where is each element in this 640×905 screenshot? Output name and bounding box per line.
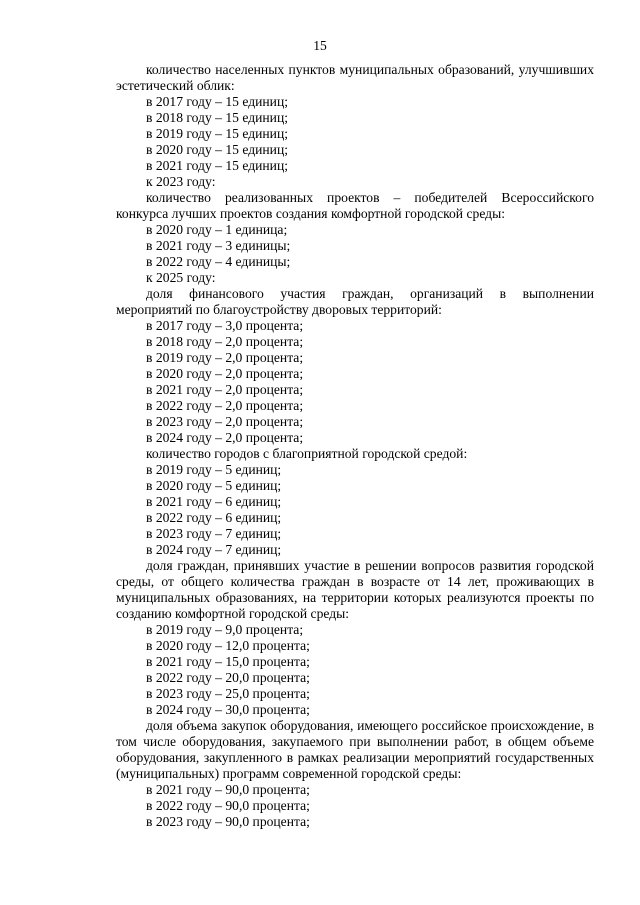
list-item: в 2019 году – 2,0 процента;: [146, 350, 304, 365]
paragraph: количество населенных пунктов муниципальных образований, улучшивших эстетический облик:: [116, 62, 594, 93]
list-item: в 2020 году – 5 единиц;: [146, 478, 282, 493]
list-item: в 2018 году – 2,0 процента;: [146, 334, 304, 349]
list-item: в 2022 году – 4 единицы;: [146, 254, 291, 269]
paragraph: доля финансового участия граждан, организаций в выполнении мероприятий по благоустройству дворовых территорий:: [116, 286, 594, 317]
list-item: в 2021 году – 3 единицы;: [146, 238, 291, 253]
list-item: в 2020 году – 2,0 процента;: [146, 366, 304, 381]
paragraph: доля граждан, принявших участие в решении вопросов развития городской среды, от общего количества граждан в возрасте от 14 лет, проживающих в муниципальных образованиях, на территории которых реализуются проекты по созданию комфортной городской среды:: [116, 558, 594, 621]
list-item: в 2022 году – 6 единиц;: [146, 510, 282, 525]
list-item: в 2019 году – 15 единиц;: [146, 126, 288, 141]
list-item: к 2023 году:: [146, 174, 216, 189]
list-item: в 2019 году – 5 единиц;: [146, 462, 282, 477]
list-item: в 2023 году – 90,0 процента;: [146, 814, 310, 829]
list-item: в 2024 году – 30,0 процента;: [146, 702, 310, 717]
list-item: в 2023 году – 7 единиц;: [146, 526, 282, 541]
list-item: в 2018 году – 15 единиц;: [146, 110, 288, 125]
list-item: количество городов с благоприятной городской средой:: [146, 446, 468, 461]
list-item: в 2021 году – 15 единиц;: [146, 158, 288, 173]
list-item: в 2023 году – 2,0 процента;: [146, 414, 304, 429]
list-item: в 2024 году – 7 единиц;: [146, 542, 282, 557]
list-item: в 2020 году – 15 единиц;: [146, 142, 288, 157]
list-item: в 2021 году – 90,0 процента;: [146, 782, 310, 797]
list-item: в 2022 году – 2,0 процента;: [146, 398, 304, 413]
list-item: в 2017 году – 3,0 процента;: [146, 318, 304, 333]
list-item: в 2022 году – 90,0 процента;: [146, 798, 310, 813]
list-item: в 2020 году – 12,0 процента;: [146, 638, 310, 653]
paragraph: количество реализованных проектов – победителей Всероссийского конкурса лучших проектов создания комфортной городской среды:: [116, 190, 594, 221]
list-item: в 2021 году – 2,0 процента;: [146, 382, 304, 397]
list-item: в 2017 году – 15 единиц;: [146, 94, 288, 109]
list-item: в 2019 году – 9,0 процента;: [146, 622, 304, 637]
list-item: в 2024 году – 2,0 процента;: [146, 430, 304, 445]
list-item: в 2020 году – 1 единица;: [146, 222, 288, 237]
list-item: в 2021 году – 6 единиц;: [146, 494, 282, 509]
paragraph: доля объема закупок оборудования, имеющего российское происхождение, в том числе оборудования, закупаемого при выполнении работ, в общем объеме оборудования, закупленного в рамках реализации мероприятий государственных (муниципальных) программ современной городской среды:: [116, 718, 594, 781]
document-body: [116, 62, 594, 830]
page-number: 15: [313, 38, 327, 53]
list-item: к 2025 году:: [146, 270, 216, 285]
list-item: в 2022 году – 20,0 процента;: [146, 670, 310, 685]
list-item: в 2021 году – 15,0 процента;: [146, 654, 310, 669]
list-item: в 2023 году – 25,0 процента;: [146, 686, 310, 701]
